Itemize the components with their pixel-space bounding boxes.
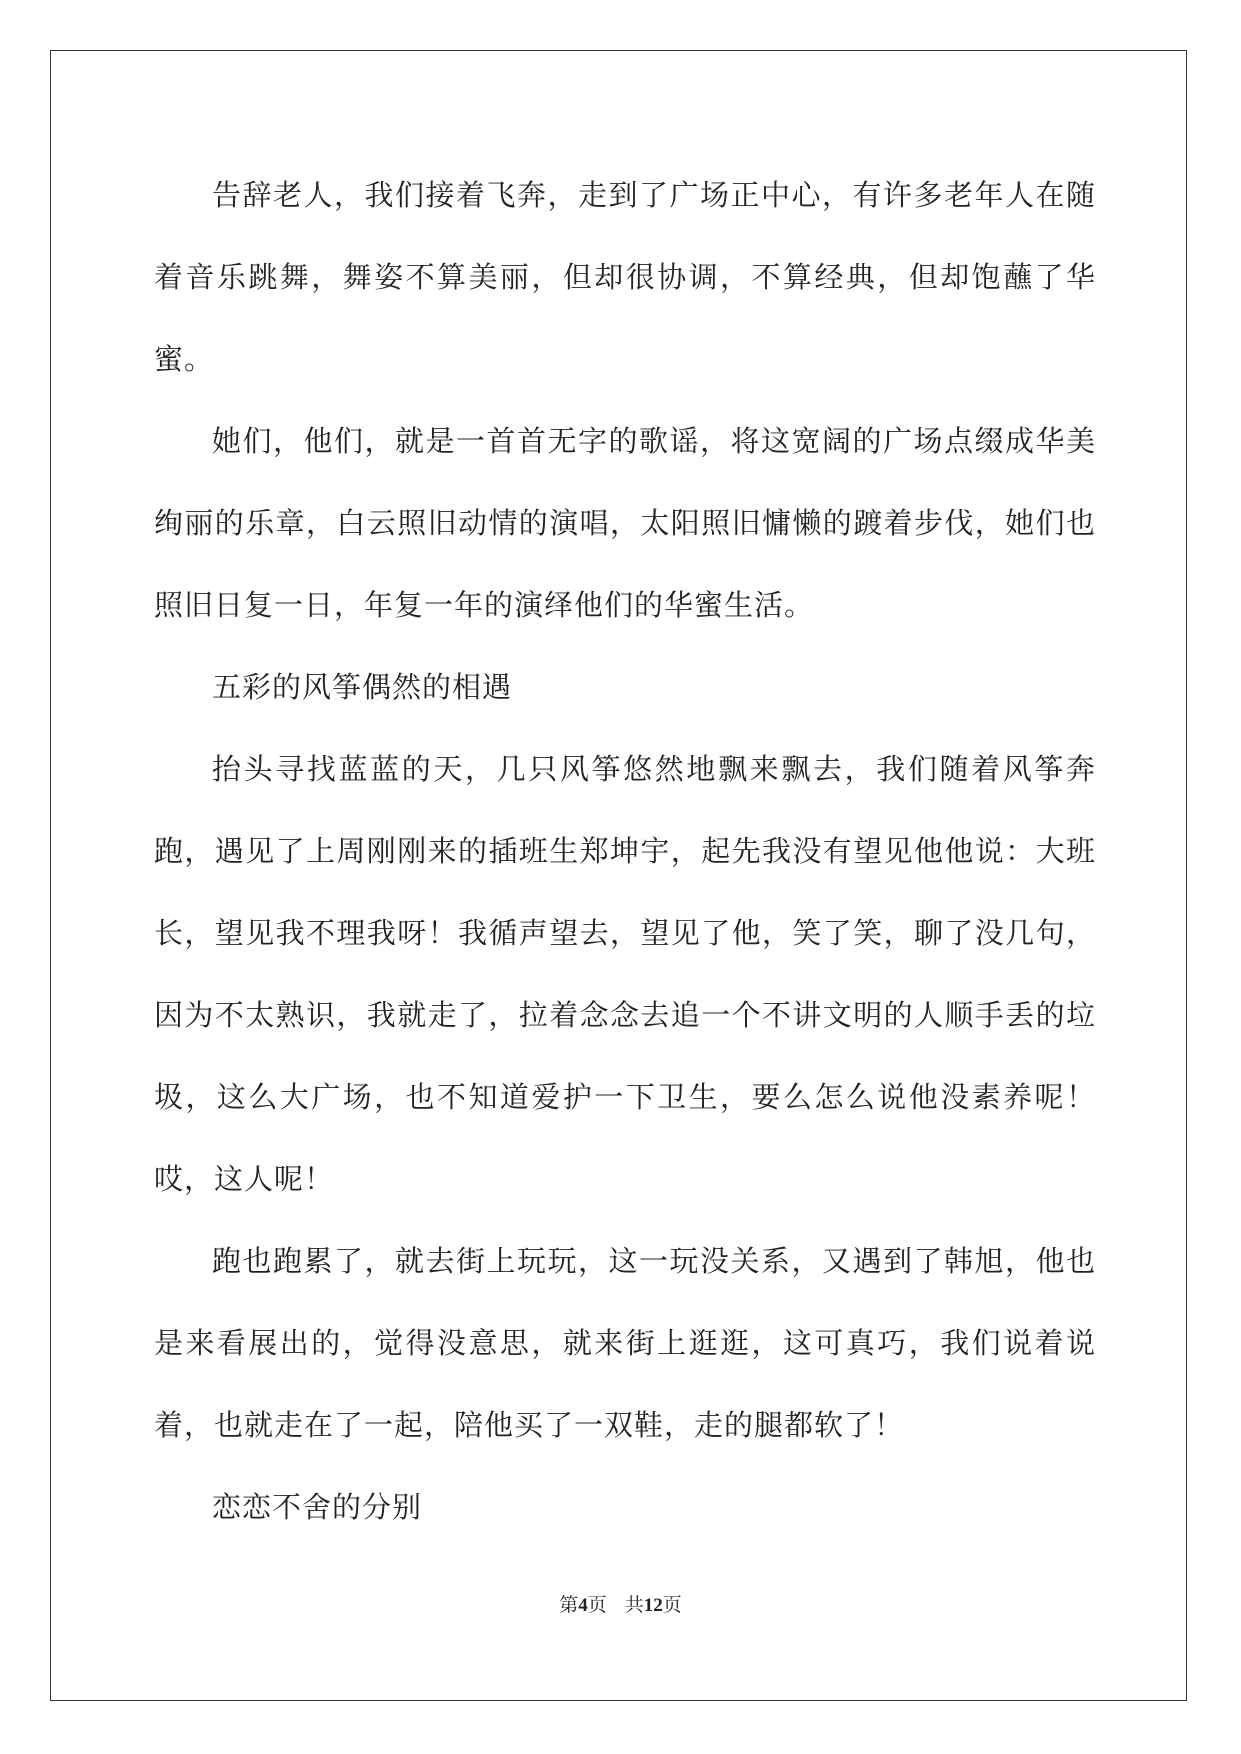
- paragraph: 跑也跑累了，就去街上玩玩，这一玩没关系，又遇到了韩旭，他也是来看展出的，觉得没意思，就来街上逛逛，这可真巧，我们说着说着，也就走在了一起，陪他买了一双鞋，走的腿都软了！: [154, 1244, 1096, 1442]
- paragraph: 告辞老人，我们接着飞奔，走到了广场正中心，有许多老年人在随着音乐跳舞，舞姿不算美丽，但却很协调，不算经典，但却饱蘸了华蜜。: [154, 178, 1096, 376]
- document-body: [154, 154, 1096, 1548]
- paragraph: 她们，他们，就是一首首无字的歌谣，将这宽阔的广场点缀成华美绚丽的乐章，白云照旧动情的演唱，太阳照旧慵懒的踱着步伐，她们也照旧日复一日，年复一年的演绎他们的华蜜生活。: [154, 424, 1096, 622]
- paragraph: 抬头寻找蓝蓝的天，几只风筝悠然地飘来飘去，我们随着风筝奔跑，遇见了上周刚刚来的插班生郑坤宇，起先我没有望见他他说：大班长，望见我不理我呀！我循声望去，望见了他，笑了笑，聊了没几句，因为不太熟识，我就走了，拉着念念去追一个不讲文明的人顺手丢的垃圾，这么大广场，也不知道爱护一下卫生，要么怎么说他没素养呢！哎，这人呢！: [154, 752, 1096, 1196]
- section-heading: 恋恋不舍的分别: [212, 1490, 423, 1524]
- section-heading: 五彩的风筝偶然的相遇: [212, 670, 513, 704]
- page-number: 第4页: [559, 1594, 607, 1616]
- page-footer: [0, 1590, 1241, 1617]
- page-total: 共12页: [624, 1594, 682, 1616]
